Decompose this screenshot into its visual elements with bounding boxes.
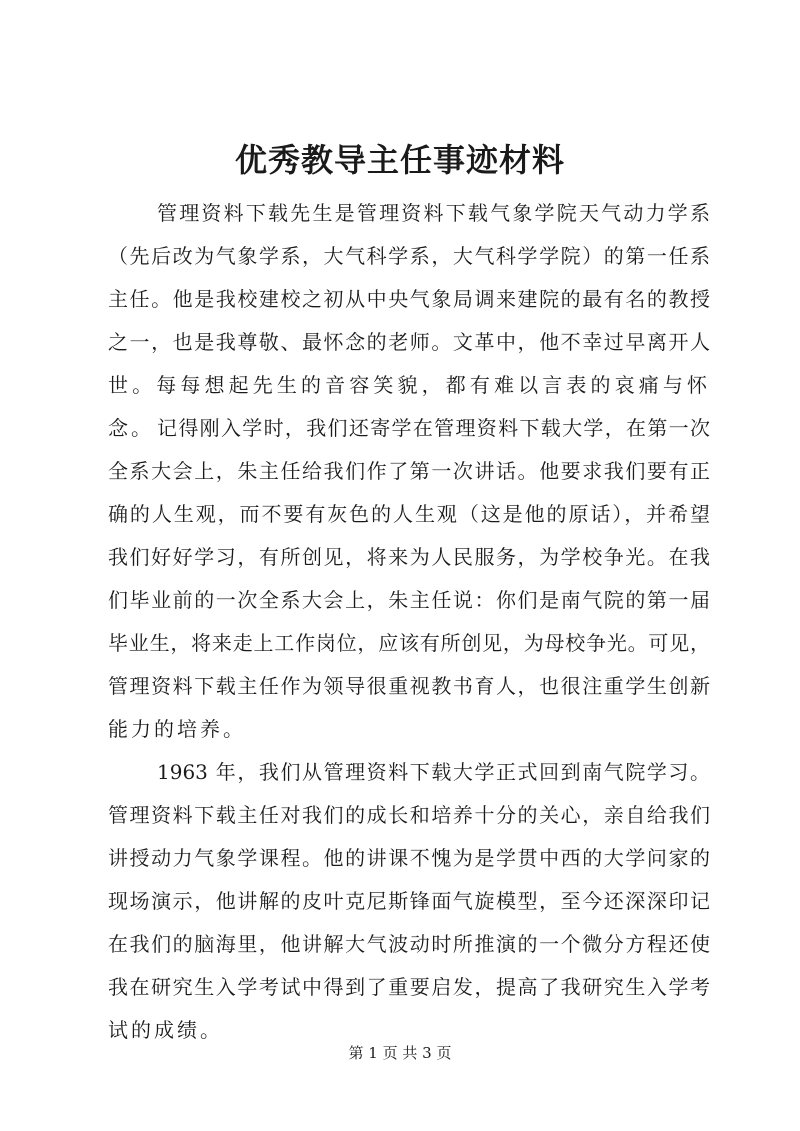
paragraph-line: 全系大会上，朱主任给我们作了第一次讲话。他要求我们要有正 <box>108 459 710 483</box>
paragraph-line: 管理资料下载主任对我们的成长和培养十分的关心，亲自给我们 <box>108 803 710 827</box>
paragraph-line: 试的成绩。 <box>108 1018 223 1042</box>
paragraph <box>108 407 710 751</box>
paragraph-line: 讲授动力气象学课程。他的讲课不愧为是学贯中西的大学问家的 <box>108 846 710 870</box>
document-body <box>108 192 710 1052</box>
paragraph-line: 我在研究生入学考试中得到了重要启发，提高了我研究生入学考 <box>108 975 710 999</box>
paragraph-line: 管理资料下载主任作为领导很重视教书育人，也很注重学生创新 <box>108 674 710 698</box>
paragraph-line: 世。每每想起先生的音容笑貌，都有难以言表的哀痛与怀念。 <box>108 373 710 440</box>
paragraph-line: 1963 年，我们从管理资料下载大学正式回到南气院学习。 <box>157 760 710 784</box>
paragraph-line: 确的人生观，而不要有灰色的人生观（这是他的原话），并希望 <box>108 502 710 526</box>
paragraph-line: 在我们的脑海里，他讲解大气波动时所推演的一个微分方程还使 <box>108 932 710 956</box>
paragraph <box>108 751 710 1052</box>
paragraph-line: 管理资料下载先生是管理资料下载气象学院天气动力学系 <box>157 201 710 225</box>
page-footer: 第 1 页 共 3 页 <box>348 1044 452 1062</box>
paragraph-line: 现场演示，他讲解的皮叶克尼斯锋面气旋模型，至今还深深印记 <box>108 889 710 913</box>
paragraph-line: 们毕业前的一次全系大会上，朱主任说：你们是南气院的第一届 <box>108 588 710 612</box>
paragraph-line: 能力的培养。 <box>108 717 246 741</box>
paragraph-line: 之一，也是我尊敬、最怀念的老师。文革中，他不幸过早离开人 <box>108 330 710 354</box>
paragraph-line: 我们好好学习，有所创见，将来为人民服务，为学校争光。在我 <box>108 545 710 569</box>
paragraph-line: 记得刚入学时，我们还寄学在管理资料下载大学，在第一次 <box>157 416 710 440</box>
paragraph-line: （先后改为气象学系，大气科学系，大气科学学院）的第一任系 <box>108 244 710 268</box>
paragraph-line: 毕业生，将来走上工作岗位，应该有所创见，为母校争光。可见， <box>108 631 710 655</box>
paragraph-line: 主任。他是我校建校之初从中央气象局调来建院的最有名的教授 <box>108 287 710 311</box>
document-title: 优秀教导主任事迹材料 <box>234 141 565 179</box>
